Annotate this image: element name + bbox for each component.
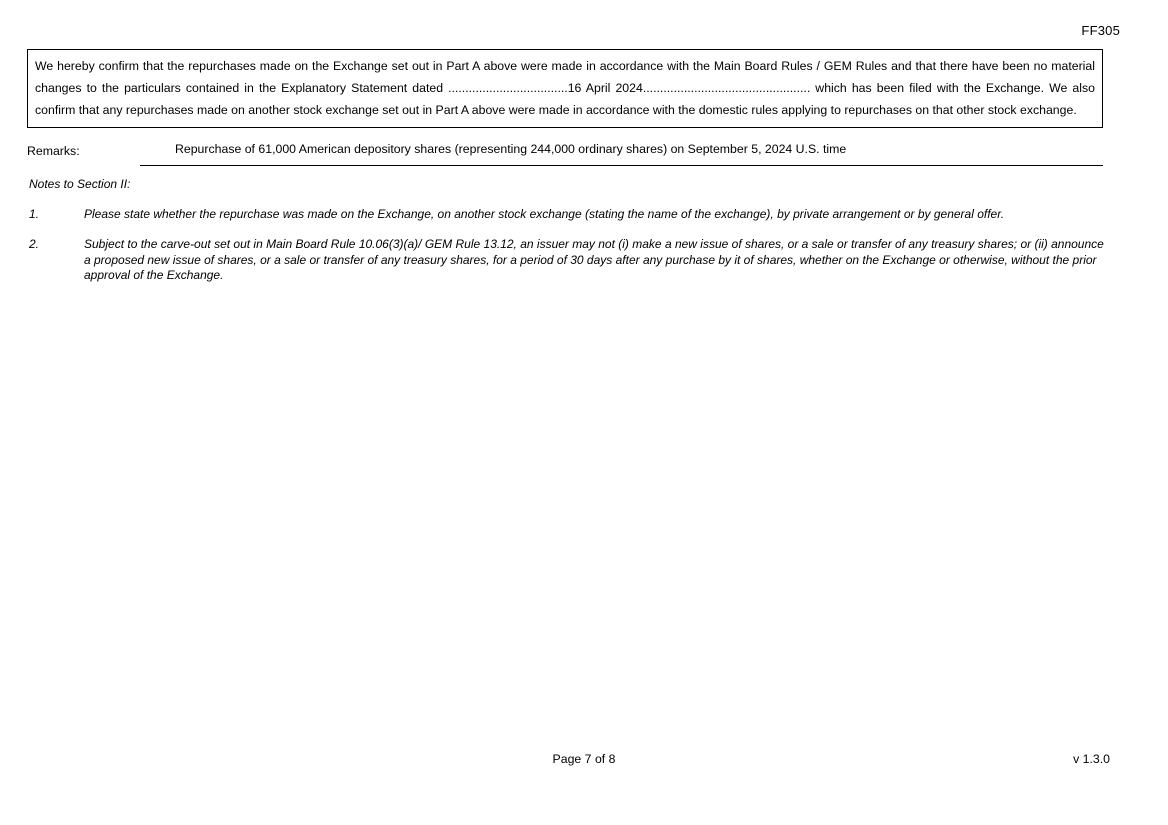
remarks-label: Remarks: xyxy=(27,144,80,158)
footer-page-number: Page 7 of 8 xyxy=(552,752,616,766)
remarks-value: Repurchase of 61,000 American depository shares (representing 244,000 ordinary shares) on September 5, 2024 U.S. time xyxy=(175,142,847,156)
note-number: 1. xyxy=(29,207,40,221)
footer-version: v 1.3.0 xyxy=(1073,752,1110,766)
notes-heading: Notes to Section II: xyxy=(29,177,131,191)
note-number: 2. xyxy=(29,237,40,251)
note-text: Subject to the carve-out set out in Main Board Rule 10.06(3)(a)/ GEM Rule 13.12, an issuer may not (i) make a new issue of shares, or a sale or transfer of any treasury shares; or (ii) announce a proposed new issue of shares, or a sale or transfer of any treasury shares, for a period of 30 days after any purchase by it of shares, whether on the Exchange or otherwise, without the prior approval of the Exchange. xyxy=(84,237,1104,282)
confirmation-statement-box xyxy=(27,49,1103,128)
remarks-row xyxy=(27,142,1103,166)
note-item xyxy=(29,237,1109,284)
note-text: Please state whether the repurchase was made on the Exchange, on another stock exchange (stating the name of the exchange), by private arrangement or by general offer. xyxy=(84,207,1005,221)
form-code-label: FF305 xyxy=(1081,23,1120,38)
note-item xyxy=(29,207,1099,223)
confirmation-statement-text: We hereby confirm that the repurchases made on the Exchange set out in Part A above were made in accordance with the Main Board Rules / GEM Rules and that there have been no material changes to the particulars contained in the Explanatory Statement dated ...................................16 April 2024................................................. which has been filed with the Exchange. We also confirm that any repurchases made on another stock exchange set out in Part A above were made in accordance with the domestic rules applying to repurchases on that other stock exchange. xyxy=(35,59,1095,117)
remarks-field[interactable] xyxy=(140,142,1103,166)
